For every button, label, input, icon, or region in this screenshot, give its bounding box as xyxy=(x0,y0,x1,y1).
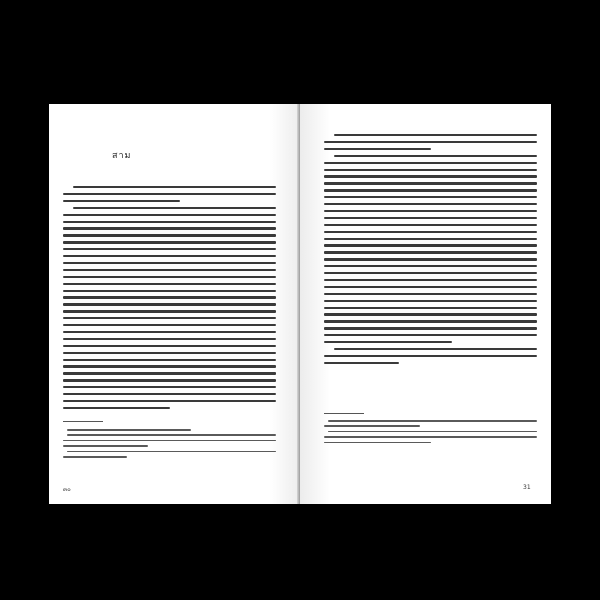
text-line xyxy=(324,307,537,309)
text-line xyxy=(63,296,276,298)
text-line xyxy=(63,440,276,442)
text-line xyxy=(324,217,537,219)
text-line xyxy=(324,272,537,274)
text-line xyxy=(324,175,537,177)
text-line xyxy=(324,182,537,184)
text-line xyxy=(63,276,276,278)
text-line xyxy=(63,372,276,374)
text-line xyxy=(334,155,537,157)
text-line xyxy=(324,341,452,343)
open-book xyxy=(49,104,551,504)
text-line xyxy=(63,214,276,216)
text-line xyxy=(324,327,537,329)
text-line xyxy=(63,331,276,333)
text-line xyxy=(63,248,276,250)
right-page xyxy=(300,104,551,504)
text-line xyxy=(324,251,537,253)
text-line xyxy=(324,293,537,295)
text-line xyxy=(324,244,537,246)
text-line xyxy=(324,334,537,336)
text-line xyxy=(328,420,537,422)
text-line xyxy=(324,203,537,205)
text-line xyxy=(324,196,537,198)
text-line xyxy=(63,221,276,223)
right-page-number: 31 xyxy=(523,484,531,491)
text-line xyxy=(63,324,276,326)
footnote-rule xyxy=(63,421,103,422)
text-line xyxy=(324,425,420,427)
text-line xyxy=(324,258,537,260)
text-line xyxy=(324,279,537,281)
text-line xyxy=(324,320,537,322)
text-line xyxy=(334,134,537,136)
text-line xyxy=(63,310,276,312)
text-line xyxy=(73,207,276,209)
text-line xyxy=(324,313,537,315)
text-line xyxy=(63,386,276,388)
text-line xyxy=(63,269,276,271)
text-line xyxy=(63,234,276,236)
text-line xyxy=(63,317,276,319)
text-line xyxy=(324,224,537,226)
text-line xyxy=(67,429,191,431)
text-line xyxy=(63,393,276,395)
text-line xyxy=(63,283,276,285)
text-line xyxy=(63,400,276,402)
text-line xyxy=(63,365,276,367)
text-line xyxy=(324,231,537,233)
text-line xyxy=(63,379,276,381)
text-line xyxy=(63,200,180,202)
text-line xyxy=(63,193,276,195)
text-line xyxy=(73,186,276,188)
text-line xyxy=(324,210,537,212)
text-line xyxy=(63,290,276,292)
text-line xyxy=(63,407,170,409)
text-line xyxy=(67,434,276,436)
text-line xyxy=(324,442,431,444)
text-line xyxy=(63,241,276,243)
text-line xyxy=(67,451,276,453)
text-line xyxy=(63,255,276,257)
text-line xyxy=(63,262,276,264)
text-line xyxy=(63,338,276,340)
text-line xyxy=(63,227,276,229)
text-line xyxy=(324,162,537,164)
left-page xyxy=(49,104,300,504)
chapter-title: สาม xyxy=(112,151,132,161)
text-line xyxy=(324,436,537,438)
text-line xyxy=(324,286,537,288)
text-line xyxy=(324,300,537,302)
text-line xyxy=(63,352,276,354)
text-line xyxy=(324,141,537,143)
text-line xyxy=(63,345,276,347)
text-line xyxy=(324,148,431,150)
text-line xyxy=(324,189,537,191)
text-line xyxy=(324,355,537,357)
footnote-rule xyxy=(324,413,364,414)
text-line xyxy=(334,348,537,350)
text-line xyxy=(63,445,148,447)
text-line xyxy=(324,362,399,364)
left-page-number: ๓๐ xyxy=(63,486,71,493)
text-line xyxy=(324,238,537,240)
text-line xyxy=(324,169,537,171)
text-line xyxy=(63,456,127,458)
text-line xyxy=(63,359,276,361)
text-line xyxy=(328,431,537,433)
text-line xyxy=(324,265,537,267)
text-line xyxy=(63,303,276,305)
